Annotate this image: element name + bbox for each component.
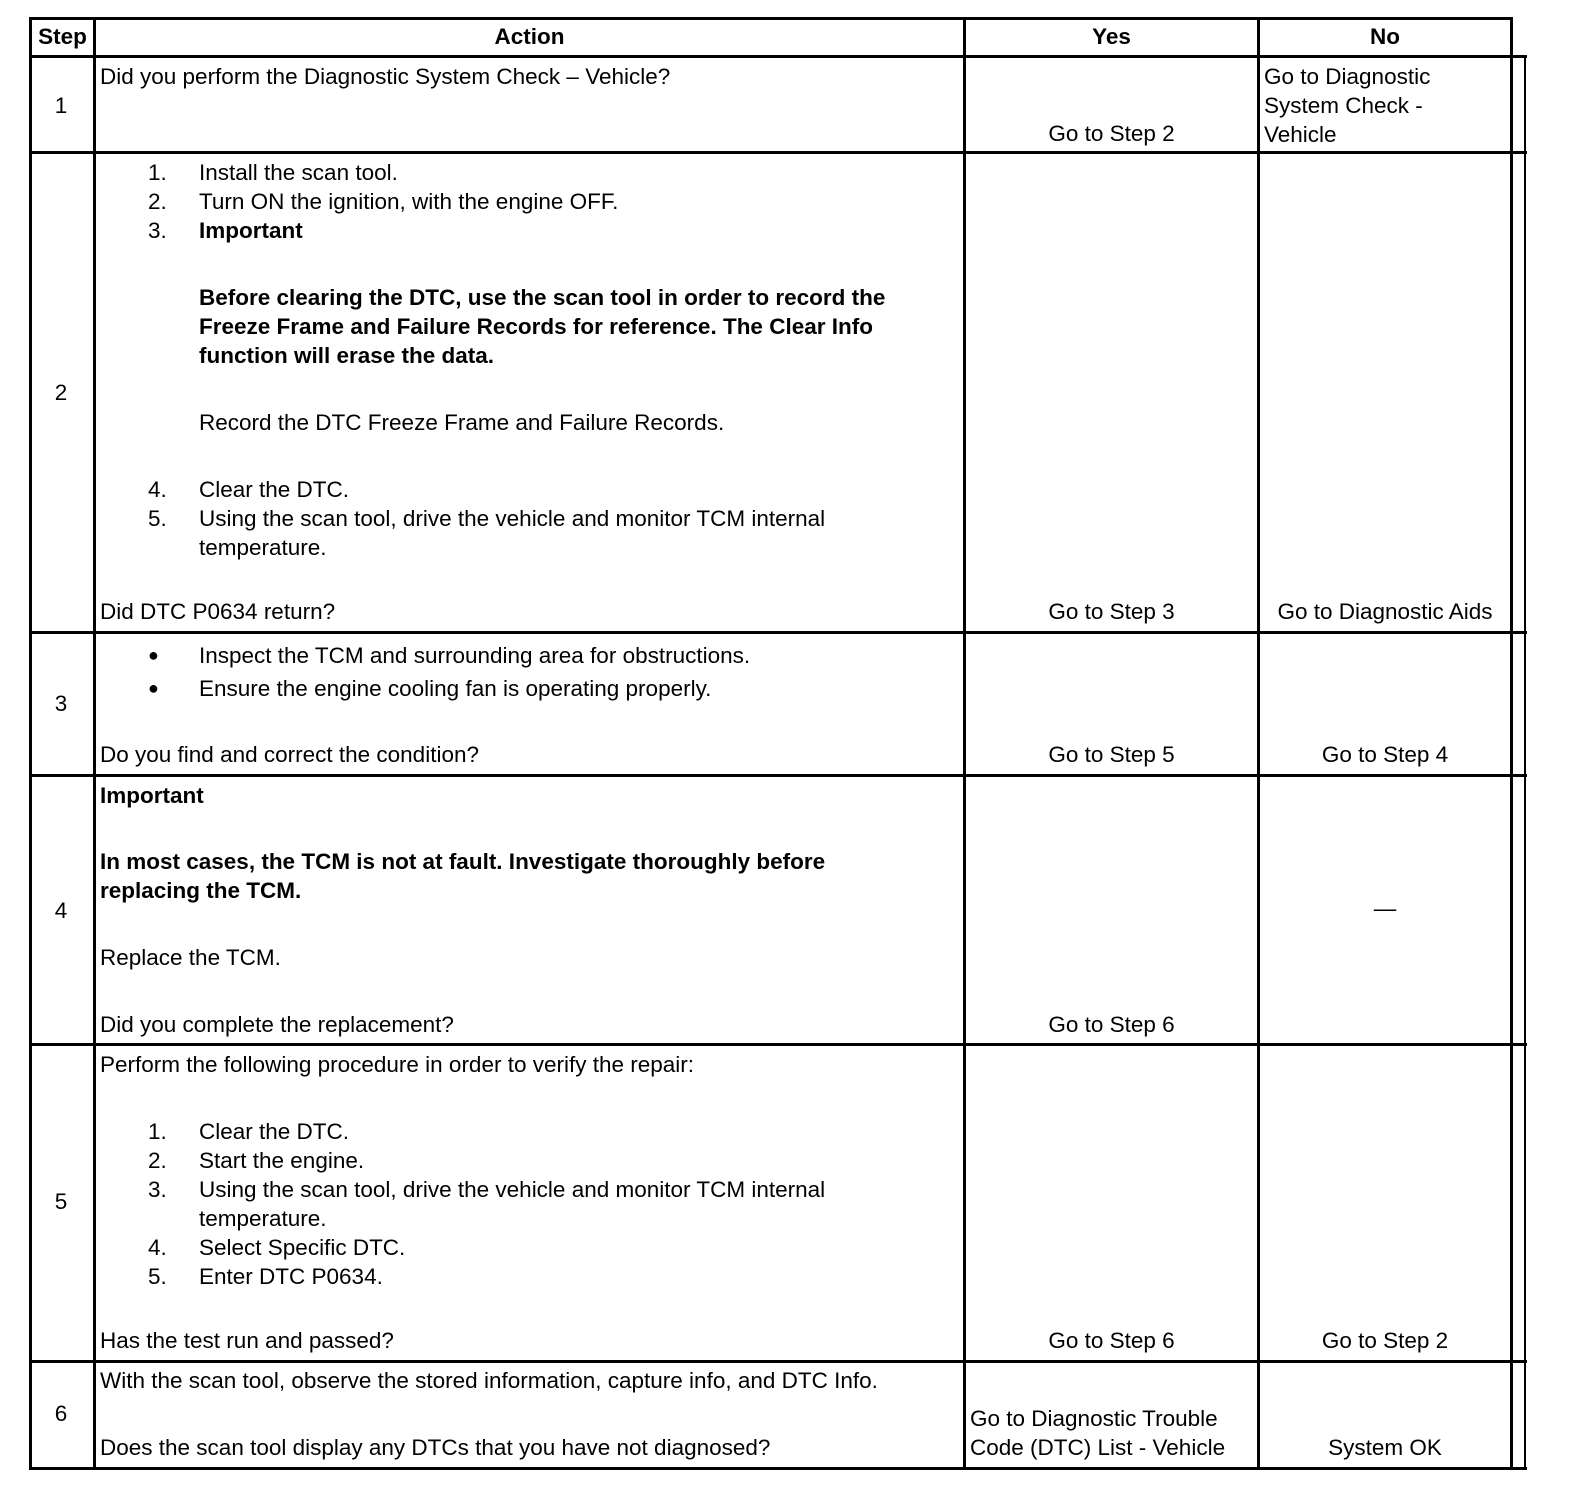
step-question: Did you complete the replacement? — [100, 1012, 454, 1037]
row-border — [29, 17, 1513, 20]
no-link[interactable] — [1264, 62, 1504, 149]
row-border — [29, 1360, 1527, 1363]
list-item: ● Inspect the TCM and surrounding area for obstructions. — [148, 643, 751, 668]
step-number: 6 — [54, 1401, 68, 1426]
no-link[interactable]: System OK — [1328, 1435, 1442, 1460]
bullet-list — [96, 641, 963, 703]
row-border — [29, 1467, 1527, 1470]
no-dash: — — [1373, 896, 1397, 921]
intro-text: Perform the following procedure in order to verify the repair: — [100, 1052, 695, 1077]
list-item: 3. Important — [148, 218, 303, 243]
yes-link-line: Code (DTC) List - Vehicle — [970, 1435, 1226, 1460]
yes-link-line: Go to Diagnostic Trouble — [970, 1406, 1218, 1431]
no-link[interactable]: Go to Step 2 — [1321, 1328, 1449, 1353]
yes-link[interactable]: Go to Step 6 — [1048, 1328, 1175, 1353]
list-item: 2. Start the engine. — [148, 1148, 365, 1173]
yes-link[interactable]: Go to Step 2 — [1048, 121, 1175, 146]
step-question: Has the test run and passed? — [100, 1328, 394, 1353]
list-item: 5. Enter DTC P0634. — [148, 1264, 383, 1289]
header-yes: Yes — [1092, 24, 1131, 49]
column-border — [29, 17, 32, 1470]
step-number: 4 — [54, 898, 68, 923]
step-question: Did DTC P0634 return? — [100, 599, 336, 624]
important-text: Before clearing the DTC, use the scan tool in order to record the Freeze Frame and Failure Records for reference. The Clear Info function will erase the data. — [199, 285, 886, 368]
record-text: Record the DTC Freeze Frame and Failure Records. — [199, 410, 725, 435]
yes-link[interactable] — [970, 1404, 1257, 1462]
step-action — [96, 1050, 963, 1291]
list-item: 4. Select Specific DTC. — [148, 1235, 406, 1260]
action-text: Replace the TCM. — [100, 945, 281, 970]
step-number: 5 — [54, 1189, 68, 1214]
step-action — [100, 781, 960, 972]
step-number: 2 — [54, 380, 68, 405]
step-question: Do you find and correct the condition? — [100, 742, 479, 767]
list-item: 1. Install the scan tool. — [148, 160, 398, 185]
yes-link[interactable]: Go to Step 6 — [1048, 1012, 1175, 1037]
no-link-line: Go to Diagnostic — [1264, 64, 1431, 89]
header-no: No — [1370, 24, 1400, 49]
header-action: Action — [494, 24, 565, 49]
no-link-line: System Check - — [1264, 93, 1423, 118]
row-border — [29, 774, 1527, 777]
list-item: ● Ensure the engine cooling fan is operating properly. — [148, 676, 712, 701]
step-question: Did you perform the Diagnostic System Check – Vehicle? — [100, 64, 671, 89]
diagnostic-table — [29, 17, 1545, 1492]
list-item: 5. Using the scan tool, drive the vehicle and monitor TCM internal temperature. — [148, 506, 826, 560]
no-link-line: Vehicle — [1264, 122, 1337, 147]
list-item: 1. Clear the DTC. — [148, 1119, 350, 1144]
step-number: 3 — [54, 691, 68, 716]
column-border — [1524, 58, 1526, 1470]
numbered-list — [96, 158, 963, 562]
step-question: Does the scan tool display any DTCs that you have not diagnosed? — [100, 1435, 771, 1460]
row-border — [29, 55, 1527, 58]
numbered-list — [96, 1117, 963, 1291]
list-item: 4. Clear the DTC. — [148, 477, 350, 502]
important-label: Important — [100, 783, 204, 808]
column-border — [1510, 17, 1513, 1470]
step-action — [96, 158, 963, 562]
important-text: In most cases, the TCM is not at fault. Investigate thoroughly before replacing the TCM. — [100, 849, 826, 903]
no-link[interactable]: Go to Step 4 — [1321, 742, 1449, 767]
no-link[interactable]: Go to Diagnostic Aids — [1277, 599, 1493, 624]
header-step: Step — [38, 24, 87, 49]
yes-link[interactable]: Go to Step 5 — [1048, 742, 1175, 767]
yes-link[interactable]: Go to Step 3 — [1048, 599, 1175, 624]
step-number: 1 — [54, 93, 68, 118]
row-border — [29, 631, 1527, 634]
row-border — [29, 151, 1527, 154]
important-label: Important — [199, 218, 303, 243]
list-item: 3. Using the scan tool, drive the vehicle and monitor TCM internal temperature. — [148, 1177, 826, 1231]
row-border — [29, 1043, 1527, 1046]
list-item: 2. Turn ON the ignition, with the engine OFF. — [148, 189, 619, 214]
intro-text: With the scan tool, observe the stored information, capture info, and DTC Info. — [100, 1368, 878, 1393]
